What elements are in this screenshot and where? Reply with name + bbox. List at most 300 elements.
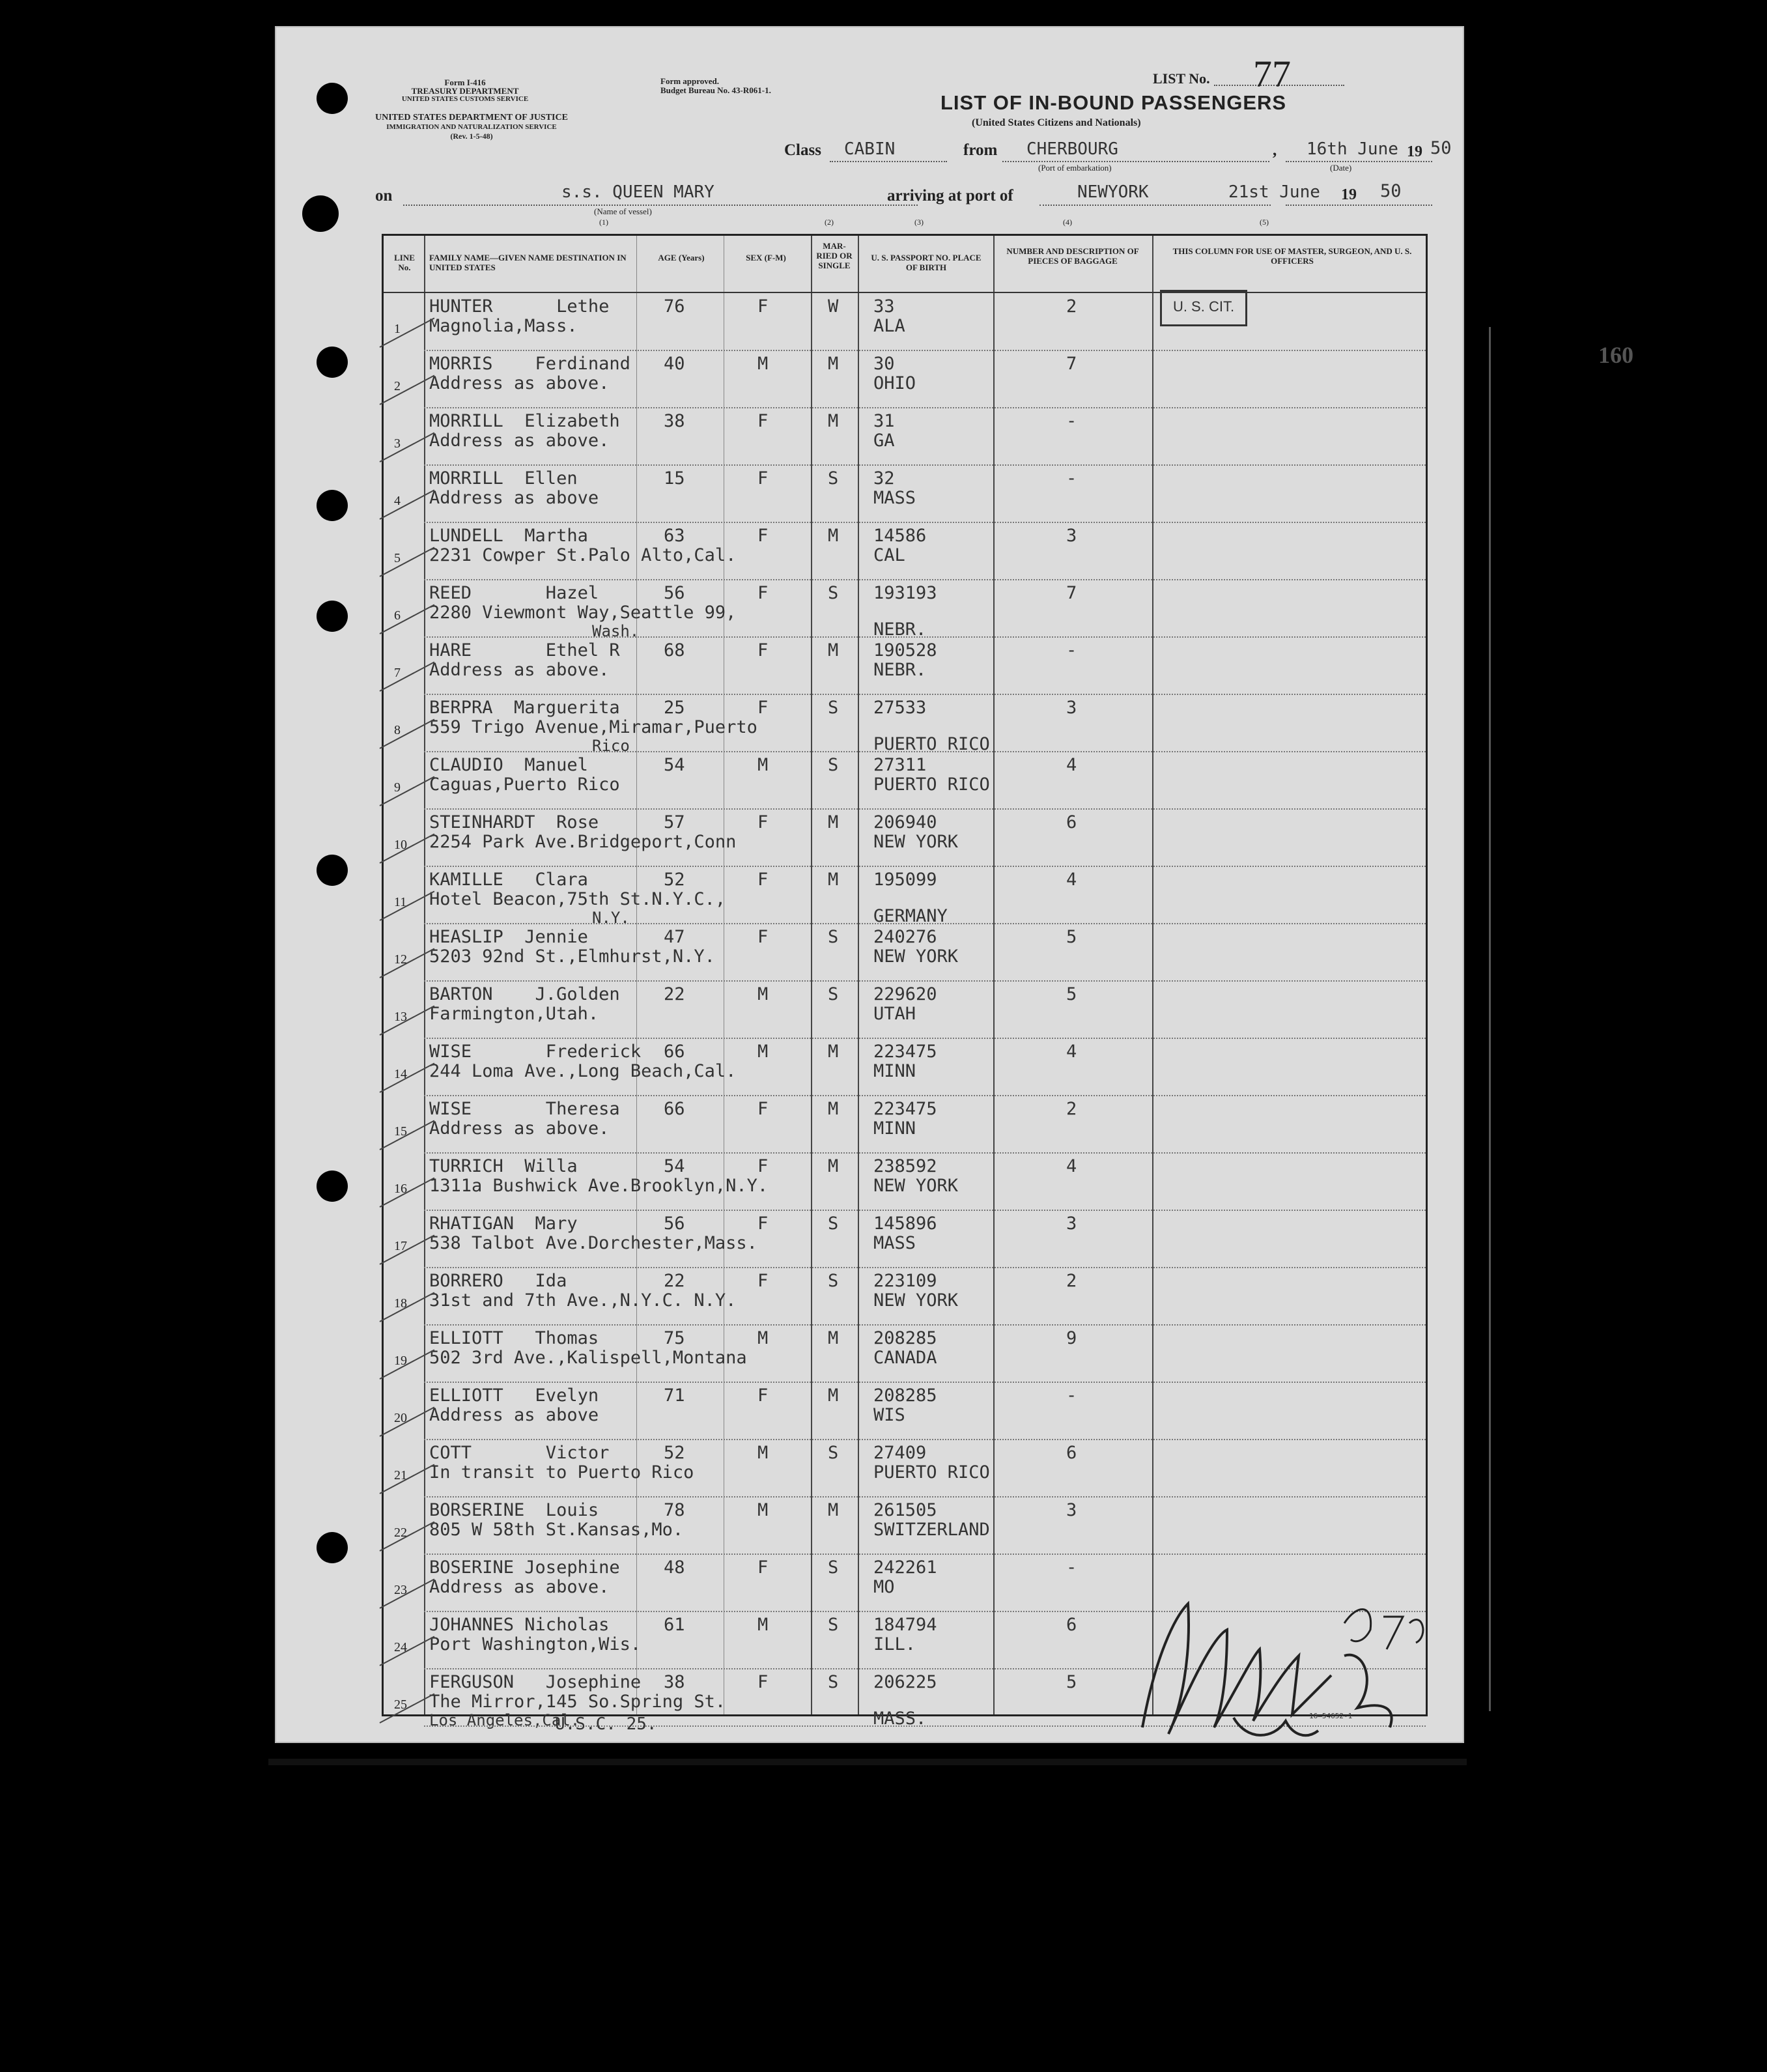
destination: Address as above. — [429, 431, 610, 451]
marital-status: S — [828, 1672, 839, 1692]
sex: F — [757, 812, 769, 832]
baggage-count: - — [1066, 640, 1077, 660]
justice-dept: UNITED STATES DEPARTMENT OF JUSTICE — [375, 113, 568, 122]
destination: The Mirror,145 So.Spring St. — [429, 1692, 726, 1712]
passport-no: 33 — [873, 296, 895, 317]
table-row — [384, 350, 1426, 408]
passenger-name: ELLIOTT Thomas — [429, 1328, 599, 1348]
sex: M — [757, 1328, 769, 1348]
sex: F — [757, 927, 769, 947]
place-of-birth: ALA — [873, 316, 905, 336]
check-mark — [380, 891, 435, 921]
passenger-name: KAMILLE Clara — [429, 870, 588, 890]
place-of-birth: SWITZERLAND — [873, 1520, 990, 1540]
destination: 559 Trigo Avenue,Miramar,Puerto — [429, 717, 757, 737]
line-number: 20 — [394, 1411, 407, 1425]
header-officers: THIS COLUMN FOR USE OF MASTER, SURGEON, AND U. S. OFFICERS — [1172, 246, 1412, 266]
marital-status: M — [828, 1099, 839, 1119]
age: 38 — [664, 411, 685, 431]
baggage-count: 2 — [1066, 1271, 1077, 1291]
column-divider-line — [1489, 327, 1491, 1711]
passport-no: 145896 — [873, 1213, 937, 1234]
destination: 805 W 58th St.Kansas,Mo. — [429, 1520, 684, 1540]
header-baggage: NUMBER AND DESCRIPTION OF PIECES OF BAGGAGE — [1006, 246, 1139, 266]
passenger-name: COTT Victor — [429, 1443, 610, 1463]
passport-no: 193193 — [873, 583, 937, 603]
arrival-port: NEWYORK — [1077, 182, 1149, 202]
marital-status: M — [828, 640, 839, 660]
line-number: 7 — [394, 666, 401, 680]
place-of-birth: NEW YORK — [873, 1176, 959, 1196]
table-row — [384, 866, 1426, 927]
age: 71 — [664, 1385, 685, 1406]
age: 61 — [664, 1615, 685, 1635]
punch-hole — [317, 1171, 348, 1202]
table-row — [384, 465, 1426, 522]
age: 54 — [664, 755, 685, 775]
sex: F — [757, 1156, 769, 1176]
place-of-birth: MINN — [873, 1061, 916, 1081]
marital-status: M — [828, 1328, 839, 1348]
table-row — [384, 1210, 1426, 1268]
passenger-name: BORSERINE Louis — [429, 1500, 599, 1520]
sex: F — [757, 411, 769, 431]
place-of-birth: OHIO — [873, 373, 916, 393]
marital-status: M — [828, 870, 839, 890]
marital-status: M — [828, 1500, 839, 1520]
budget-bureau: Budget Bureau No. 43-R061-1. — [660, 85, 771, 95]
baggage-count: 5 — [1066, 1672, 1077, 1692]
baggage-count: 2 — [1066, 1099, 1077, 1119]
passenger-name: STEINHARDT Rose — [429, 812, 599, 832]
passenger-name: TURRICH Willa — [429, 1156, 578, 1176]
passenger-name: LUNDELL Martha — [429, 526, 588, 546]
place-of-birth: CANADA — [873, 1348, 937, 1368]
passport-no: 32 — [873, 468, 895, 489]
destination: Hotel Beacon,75th St.N.Y.C., — [429, 889, 726, 909]
destination: In transit to Puerto Rico — [429, 1462, 694, 1483]
embarkation-port: CHERBOURG — [1026, 139, 1118, 159]
passport-no: 223109 — [873, 1271, 937, 1291]
header-line-no: LINE No. — [394, 253, 415, 272]
list-number: 77 — [1253, 53, 1291, 95]
passenger-name: WISE Frederick — [429, 1042, 642, 1062]
punch-hole — [317, 83, 348, 114]
marital-status: M — [828, 1385, 839, 1406]
place-of-birth: NEBR. — [873, 619, 927, 640]
sex: F — [757, 698, 769, 718]
col-num-3: (3) — [914, 218, 924, 227]
marital-status: S — [828, 1443, 839, 1463]
baggage-count: 3 — [1066, 698, 1077, 718]
line-number: 14 — [394, 1067, 407, 1081]
passenger-name: WISE Theresa — [429, 1099, 620, 1119]
destination: 2280 Viewmont Way,Seattle 99, — [429, 603, 737, 623]
destination: 1311a Bushwick Ave.Brooklyn,N.Y. — [429, 1176, 769, 1196]
place-of-birth: PUERTO RICO — [873, 1462, 990, 1483]
passenger-name: BOSERINE Josephine — [429, 1557, 620, 1578]
place-of-birth: NEW YORK — [873, 832, 959, 852]
passenger-name: MORRILL Elizabeth — [429, 411, 620, 431]
table-row — [384, 694, 1426, 755]
marital-status: W — [828, 296, 839, 317]
table-row — [384, 522, 1426, 580]
port-embark-caption: (Port of embarkation) — [1038, 163, 1112, 173]
marital-status: S — [828, 927, 839, 947]
age: 52 — [664, 870, 685, 890]
sex: F — [757, 640, 769, 660]
destination: 5203 92nd St.,Elmhurst,N.Y. — [429, 946, 715, 967]
punch-hole — [302, 195, 339, 232]
baggage-count: - — [1066, 411, 1077, 431]
check-mark — [380, 776, 435, 806]
place-of-birth: MO — [873, 1577, 895, 1597]
marital-status: M — [828, 354, 839, 374]
passport-no: 27409 — [873, 1443, 927, 1463]
sex: F — [757, 1557, 769, 1578]
baggage-count: 4 — [1066, 1156, 1077, 1176]
header-name: FAMILY NAME—GIVEN NAME DESTINATION IN UNITED STATES — [429, 253, 627, 272]
baggage-count: 5 — [1066, 927, 1077, 947]
destination-cont: Los Angeles,Cal. — [429, 1711, 580, 1729]
passenger-name: BARTON J.Golden — [429, 984, 620, 1004]
sex: M — [757, 984, 769, 1004]
embarkation-date: 16th June — [1307, 139, 1398, 159]
line-number: 11 — [394, 895, 407, 909]
destination: Address as above — [429, 488, 599, 508]
list-no-label: LIST No. — [1153, 70, 1210, 87]
baggage-count: 9 — [1066, 1328, 1077, 1348]
place-of-birth: CAL — [873, 545, 905, 565]
line-number: 22 — [394, 1526, 407, 1540]
line-number: 4 — [394, 494, 401, 508]
table-row — [384, 1497, 1426, 1554]
stamp-number: 160 — [1598, 342, 1633, 368]
line-number: 2 — [394, 379, 401, 393]
punch-hole — [317, 347, 348, 378]
passport-no: 195099 — [873, 870, 937, 890]
marital-status: S — [828, 583, 839, 603]
destination: Address as above. — [429, 373, 610, 393]
passenger-name: ELLIOTT Evelyn — [429, 1385, 599, 1406]
place-of-birth: MASS — [873, 488, 916, 508]
table-row — [384, 1268, 1426, 1325]
age: 22 — [664, 984, 685, 1004]
destination: 2254 Park Ave.Bridgeport,Conn — [429, 832, 737, 852]
place-of-birth: GA — [873, 431, 895, 451]
passenger-name: JOHANNES Nicholas — [429, 1615, 610, 1635]
sex: M — [757, 354, 769, 374]
form-approved: Form approved. — [660, 76, 720, 86]
table-row — [384, 1153, 1426, 1210]
baggage-count: 2 — [1066, 296, 1077, 317]
baggage-count: 3 — [1066, 526, 1077, 546]
passport-no: 240276 — [873, 927, 937, 947]
arrival-year-prefix: 19 — [1341, 186, 1357, 203]
destination: Farmington,Utah. — [429, 1004, 599, 1024]
baggage-count: 7 — [1066, 354, 1077, 374]
sex: F — [757, 1672, 769, 1692]
header-sex: SEX (F-M) — [746, 253, 786, 263]
marital-status: S — [828, 698, 839, 718]
passport-no: 229620 — [873, 984, 937, 1004]
destination: 502 3rd Ave.,Kalispell,Montana — [429, 1348, 747, 1368]
table-row — [384, 1038, 1426, 1096]
age: 57 — [664, 812, 685, 832]
marital-status: S — [828, 1557, 839, 1578]
line-number: 16 — [394, 1182, 407, 1196]
check-mark — [380, 490, 435, 520]
col-num-1: (1) — [599, 218, 608, 227]
age: 56 — [664, 1213, 685, 1234]
baggage-count: 6 — [1066, 1615, 1077, 1635]
passport-no: 27311 — [873, 755, 927, 775]
header-age: AGE (Years) — [658, 253, 705, 263]
passport-no: 184794 — [873, 1615, 937, 1635]
age: 66 — [664, 1099, 685, 1119]
table-row — [384, 293, 1426, 350]
age: 52 — [664, 1443, 685, 1463]
us-citizen-stamp: U. S. CIT. — [1160, 290, 1247, 326]
check-mark — [380, 604, 435, 634]
passenger-name: MORRILL Ellen — [429, 468, 578, 489]
age: 54 — [664, 1156, 685, 1176]
embark-year: 50 — [1430, 138, 1452, 158]
form-title: LIST OF IN-BOUND PASSENGERS — [940, 91, 1287, 114]
sex: M — [757, 1042, 769, 1062]
line-number: 8 — [394, 723, 401, 737]
header-married: MAR- RIED OR SINGLE — [816, 241, 853, 270]
destination: Address as above. — [429, 1577, 610, 1597]
on-label: on — [375, 187, 393, 205]
date-caption: (Date) — [1330, 163, 1352, 173]
table-row — [384, 924, 1426, 981]
marital-status: M — [828, 1156, 839, 1176]
passport-no: 242261 — [873, 1557, 937, 1578]
check-mark — [380, 547, 435, 577]
passenger-name: FERGUSON Josephine — [429, 1672, 642, 1692]
marital-status: S — [828, 1615, 839, 1635]
line-number: 19 — [394, 1354, 407, 1368]
destination: 2231 Cowper St.Palo Alto,Cal. — [429, 545, 737, 565]
baggage-count: 4 — [1066, 870, 1077, 890]
passport-no: 14586 — [873, 526, 927, 546]
destination: Address as above — [429, 1405, 599, 1425]
vessel-name: s.s. QUEEN MARY — [561, 182, 714, 202]
place-of-birth: WIS — [873, 1405, 905, 1425]
class-label: Class — [784, 141, 821, 159]
destination: 244 Loma Ave.,Long Beach,Cal. — [429, 1061, 737, 1081]
treasury-dept: TREASURY DEPARTMENT — [411, 86, 519, 96]
table-row — [384, 752, 1426, 809]
sex: M — [757, 755, 769, 775]
passenger-list-page: Form I-416 TREASURY DEPARTMENT UNITED STATES CUSTOMS SERVICE UNITED STATES DEPARTMENT OF JUSTICE IMMIGRATION AND NATURALIZATION SERVICE (Rev. 1-5-48) Form approved. Budget Bureau No. 43-R061-1. LIST No. 77 LIST OF IN-BOUND PASSENGERS (United States Citizens and Nationals) Class CABIN from CHERBOURG (Port of embarkation) , 16th June 19 50 (Date) on s.s. QUEEN MARY (Name of vessel) arriving at port of NEWYORK 21st June 19 50 (1) (2) (3) (4) (5) LINE No. FAMILY NAME—GIVEN NAME DESTINATION IN UNITED STATES AGE (Years) SEX (F-M) MAR- RIED OR SINGLE U. S. PASSPORT NO. PLACE OF BIRTH NUMBER AND DESCRIPTION OF PIECES OF BAGGAGE THIS COLUMN FOR USE OF MASTER, SURGEON, AND U. S. OFFICERS 1 HUNTER Lethe Magnolia,Mass. 76 F W 33 ALA 2 2 MORRIS Ferdinand Address as above. 40 M M 30 OHIO 7 3 MORRILL Elizabeth Address as above. 38 F M 31 GA - 4 MORRILL Ellen Address as above 15 F S 32 MASS - 5 LUNDELL Martha 2231 Cowper St.Palo Alto,Cal. 63 F M 14586 CAL 3 6 REED Hazel 2280 Viewmont Way,Seattle 99, Wash. 56 F S 193193 NEBR. 7 7 HARE Ethel R Address as above. 68 F M 190528 NEBR. - 8 BERPRA Marguerita 559 Trigo Avenue,Miramar,Puerto Rico 25 F S 27533 PUERTO RICO 3 9 CLAUDIO Manuel Caguas,Puerto Rico 54 M S 27311 PUERTO RICO 4 10 STEINHARDT Rose 2254 Park Ave.Bridgeport,Conn 57 F M 206940 NEW YORK 6 11 KAMILLE Clara Hotel Beacon,75th St.N.Y.C., N.Y. 52 F M 195099 GERMANY 4 12 HEASLIP Jennie 5203 92nd St.,Elmhurst,N.Y. 47 F S 240276 NEW YORK 5 13 BARTON J.Golden Farmington,Utah. 22 M S 229620 UTAH 5 14 WISE Frederick 244 Loma Ave.,Long Beach,Cal. 66 M M 223475 MINN 4 15 WISE Theresa Address as above. 66 F M 223475 MINN 2 16 TURRICH Willa 1311a Bushwick Ave.Brooklyn,N.Y. 54 F M 238592 NEW YORK 4 17 RHATIGAN Mary 538 Talbot Ave.Dorchester,Mass. 56 F S 145896 MASS 3 18 BORRERO Ida 31st and 7th Ave.,N.Y.C. N.Y. 22 F S 223109 NEW YORK 2 19 ELLIOTT Thomas 502 3rd Ave.,Kalispell,Montana 75 M M 208285 CANADA 9 20 ELLIOTT Evelyn Address as above 71 F M 208285 WIS - 21 COTT Victor In transit to Puerto Rico 52 M S 27409 PUERTO RICO 6 22 BORSERINE Louis 805 W 58th St.Kansas,Mo. 78 M M 261505 SWITZERLAND 3 23 BOSERINE Josephine Address as above. 48 F S 242261 MO - 24 JOHANNES Nicholas Port Washington,Wis. 61 M S 184794 ILL. 6 25 FERGUSON Josephine The Mirror,145 So.Spring St. Los Angeles,Cal. 38 F S 206225 MASS. 5 U. S. CIT. 160 U.S.C. 25. 16—54652-1 — [275, 26, 1464, 1743]
destination: 538 Talbot Ave.Dorchester,Mass. — [429, 1233, 757, 1253]
table-row — [384, 580, 1426, 640]
line-number: 1 — [394, 322, 401, 336]
table-row — [384, 981, 1426, 1038]
destination: Magnolia,Mass. — [429, 316, 578, 336]
age: 48 — [664, 1557, 685, 1578]
line-number: 9 — [394, 780, 401, 795]
from-label: from — [963, 141, 998, 159]
baggage-count: - — [1066, 1385, 1077, 1406]
destination: 31st and 7th Ave.,N.Y.C. N.Y. — [429, 1290, 737, 1311]
age: 78 — [664, 1500, 685, 1520]
place-of-birth: PUERTO RICO — [873, 734, 990, 754]
place-of-birth: MINN — [873, 1118, 916, 1139]
marital-status: S — [828, 1213, 839, 1234]
destination: Address as above. — [429, 660, 610, 680]
age: 66 — [664, 1042, 685, 1062]
line-number: 18 — [394, 1296, 407, 1311]
passport-no: 223475 — [873, 1099, 937, 1119]
age: 25 — [664, 698, 685, 718]
place-of-birth: ILL. — [873, 1634, 916, 1654]
punch-hole — [317, 1532, 348, 1563]
check-mark — [380, 318, 435, 348]
marital-status: S — [828, 468, 839, 489]
passenger-name: HEASLIP Jennie — [429, 927, 588, 947]
passport-no: 208285 — [873, 1328, 937, 1348]
form-number: Form I-416 — [444, 78, 486, 87]
destination: Caguas,Puerto Rico — [429, 774, 620, 795]
vessel-caption: (Name of vessel) — [594, 206, 652, 216]
line-number: 23 — [394, 1583, 407, 1597]
baggage-count: 4 — [1066, 755, 1077, 775]
line-number: 13 — [394, 1010, 407, 1024]
form-subtitle: (United States Citizens and Nationals) — [972, 117, 1141, 128]
sex: F — [757, 1271, 769, 1291]
baggage-count: 5 — [1066, 984, 1077, 1004]
sex: M — [757, 1615, 769, 1635]
age: 68 — [664, 640, 685, 660]
line-number: 25 — [394, 1697, 407, 1712]
place-of-birth: MASS — [873, 1233, 916, 1253]
footer-form-code: 16—54652-1 — [1309, 1712, 1353, 1720]
embark-year-prefix: 19 — [1407, 143, 1422, 160]
table-row — [384, 1325, 1426, 1382]
baggage-count: 3 — [1066, 1213, 1077, 1234]
age: 15 — [664, 468, 685, 489]
header-passport: U. S. PASSPORT NO. PLACE OF BIRTH — [871, 253, 982, 272]
arrival-date: 21st June — [1228, 182, 1320, 202]
place-of-birth: PUERTO RICO — [873, 774, 990, 795]
marital-status: S — [828, 984, 839, 1004]
col-num-4: (4) — [1063, 218, 1072, 227]
arriving-label: arriving at port of — [887, 187, 1013, 205]
age: 56 — [664, 583, 685, 603]
passport-no: 30 — [873, 354, 895, 374]
age: 63 — [664, 526, 685, 546]
sex: M — [757, 1443, 769, 1463]
passenger-name: BORRERO Ida — [429, 1271, 567, 1291]
ins-service: IMMIGRATION AND NATURALIZATION SERVICE — [386, 123, 557, 131]
passport-no: 190528 — [873, 640, 937, 660]
passport-no: 31 — [873, 411, 895, 431]
table-row — [384, 637, 1426, 694]
marital-status: M — [828, 411, 839, 431]
marital-status: M — [828, 812, 839, 832]
baggage-count: - — [1066, 468, 1077, 489]
arrival-year: 50 — [1380, 181, 1402, 201]
marital-status: M — [828, 526, 839, 546]
age: 76 — [664, 296, 685, 317]
table-row — [384, 1382, 1426, 1440]
punch-hole — [317, 855, 348, 886]
sex: F — [757, 526, 769, 546]
sex: F — [757, 583, 769, 603]
col-num-5: (5) — [1260, 218, 1269, 227]
destination-cont: Rico — [592, 737, 630, 755]
sex: F — [757, 1385, 769, 1406]
check-mark — [380, 719, 435, 749]
age: 38 — [664, 1672, 685, 1692]
passport-no: 208285 — [873, 1385, 937, 1406]
line-number: 6 — [394, 608, 401, 623]
age: 22 — [664, 1271, 685, 1291]
sex: F — [757, 870, 769, 890]
passport-no: 261505 — [873, 1500, 937, 1520]
age: 47 — [664, 927, 685, 947]
passenger-name: REED Hazel — [429, 583, 599, 603]
line-number: 10 — [394, 838, 407, 852]
marital-status: M — [828, 1042, 839, 1062]
check-mark — [380, 662, 435, 692]
col-num-2: (2) — [825, 218, 834, 227]
marital-status: S — [828, 755, 839, 775]
punch-hole — [317, 490, 348, 521]
age: 40 — [664, 354, 685, 374]
destination: Port Washington,Wis. — [429, 1634, 642, 1654]
class-value: CABIN — [844, 139, 896, 159]
place-of-birth: NEW YORK — [873, 1290, 959, 1311]
line-number: 15 — [394, 1124, 407, 1139]
table-row — [384, 809, 1426, 866]
table-row — [384, 1096, 1426, 1153]
sex: F — [757, 1099, 769, 1119]
line-number: 5 — [394, 551, 401, 565]
destination-cont: N.Y. — [592, 909, 630, 927]
table-row — [384, 408, 1426, 465]
marital-status: S — [828, 1271, 839, 1291]
passport-no: 238592 — [873, 1156, 937, 1176]
destination: Address as above. — [429, 1118, 610, 1139]
line-number: 21 — [394, 1468, 407, 1483]
inspector-signature — [1129, 1578, 1429, 1747]
destination-cont: Wash. — [592, 622, 640, 640]
age: 75 — [664, 1328, 685, 1348]
baggage-count: 4 — [1066, 1042, 1077, 1062]
sex: M — [757, 1500, 769, 1520]
table-row — [384, 1440, 1426, 1497]
baggage-count: 6 — [1066, 812, 1077, 832]
check-mark — [380, 433, 435, 462]
passenger-name: HARE Ethel R — [429, 640, 620, 660]
passport-no: 206225 — [873, 1672, 937, 1692]
sex: F — [757, 468, 769, 489]
passenger-name: CLAUDIO Manuel — [429, 755, 588, 775]
passenger-name: HUNTER Lethe — [429, 296, 610, 317]
passport-no: 206940 — [873, 812, 937, 832]
line-number: 17 — [394, 1239, 407, 1253]
passport-no: 27533 — [873, 698, 927, 718]
passport-no: 223475 — [873, 1042, 937, 1062]
baggage-count: 6 — [1066, 1443, 1077, 1463]
place-of-birth: NEBR. — [873, 660, 927, 680]
place-of-birth: NEW YORK — [873, 946, 959, 967]
check-mark — [380, 375, 435, 405]
